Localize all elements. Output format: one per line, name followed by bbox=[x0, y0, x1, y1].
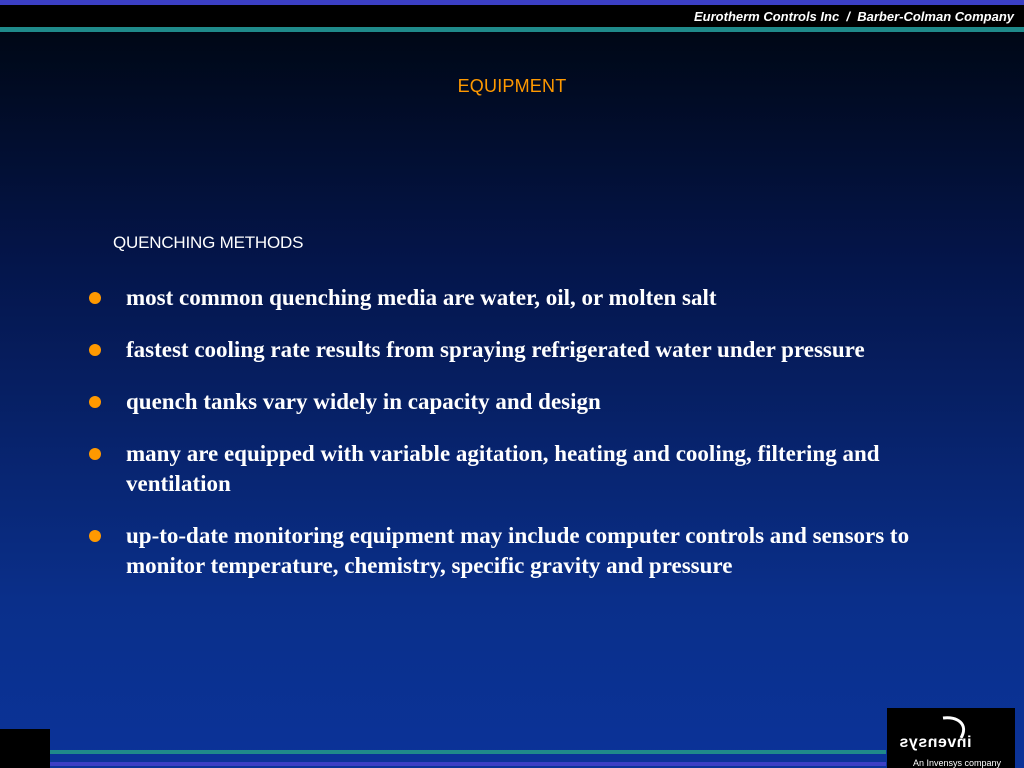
footer-left-block bbox=[0, 729, 50, 768]
bullet-text: most common quenching media are water, oil, or molten salt bbox=[126, 285, 717, 310]
invensys-logo bbox=[887, 708, 1015, 768]
bullet-icon bbox=[89, 530, 101, 542]
footer-blue-line bbox=[50, 762, 886, 766]
list-item bbox=[86, 387, 926, 417]
section-subheading: QUENCHING METHODS bbox=[113, 233, 304, 252]
bullet-text: fastest cooling rate results from spraying refrigerated water under pressure bbox=[126, 337, 865, 362]
bullet-icon bbox=[89, 448, 101, 460]
list-item bbox=[86, 439, 926, 499]
bullet-text: many are equipped with variable agitation, heating and cooling, filtering and ventilation bbox=[126, 441, 880, 496]
footer-teal-line bbox=[50, 750, 886, 754]
bullet-list bbox=[86, 283, 926, 603]
header-divider bbox=[0, 27, 1024, 32]
list-item bbox=[86, 283, 926, 313]
bullet-icon bbox=[89, 344, 101, 356]
logo-wordmark: invensys bbox=[899, 734, 972, 751]
bullet-icon bbox=[89, 396, 101, 408]
company-header: Eurotherm Controls Inc / Barber-Colman Company bbox=[694, 9, 1014, 24]
bullet-text: up-to-date monitoring equipment may include computer controls and sensors to monitor temperature, chemistry, specific gravity and pressure bbox=[126, 523, 910, 578]
logo-tagline: An Invensys company bbox=[912, 758, 1001, 768]
list-item bbox=[86, 335, 926, 365]
bullet-icon bbox=[89, 292, 101, 304]
bullet-text: quench tanks vary widely in capacity and design bbox=[126, 389, 601, 414]
slide-title: EQUIPMENT bbox=[457, 76, 567, 96]
list-item bbox=[86, 521, 926, 581]
